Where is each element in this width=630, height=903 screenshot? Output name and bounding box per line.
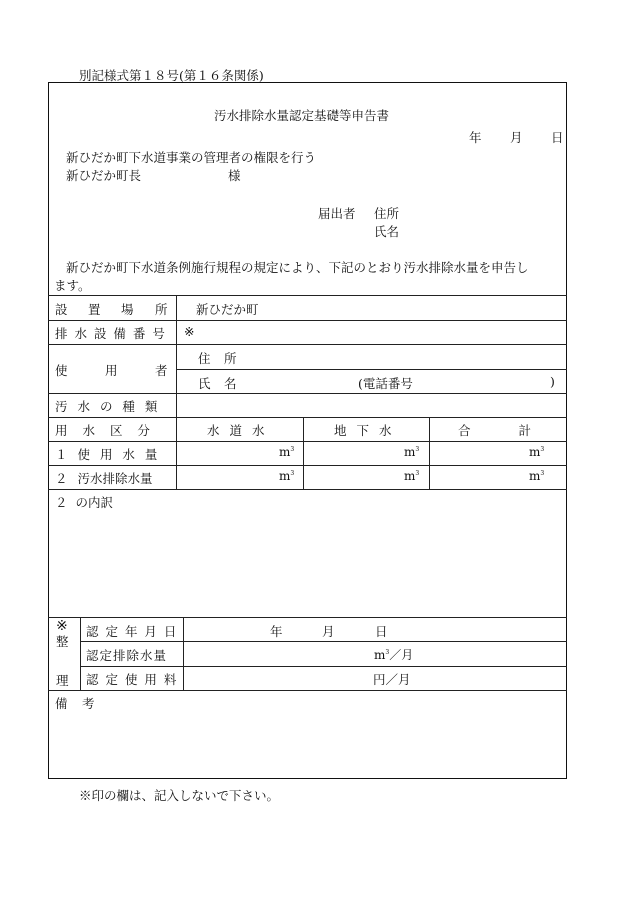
water-category-label: 用 水 区 分 xyxy=(55,423,150,438)
user-address-label-1: 住 xyxy=(198,351,211,366)
office-side-label-top: 整 xyxy=(56,634,69,649)
applicant-name-label: 氏名 xyxy=(374,224,400,239)
table-rule xyxy=(48,465,567,466)
equipment-number-label: 排 水 設 備 番 号 xyxy=(55,326,165,341)
table-rule xyxy=(48,690,567,691)
location-label-2: 置 xyxy=(88,302,101,317)
certified-date-day: 日 xyxy=(375,624,388,639)
col-tap-water: 水 道 水 xyxy=(207,423,265,438)
table-rule xyxy=(80,641,567,642)
date-year-label: 年 xyxy=(469,130,482,145)
table-rule xyxy=(48,320,567,321)
table-col-rule xyxy=(176,295,177,489)
table-rule xyxy=(48,617,567,618)
form-title: 汚水排除水量認定基礎等申告書 xyxy=(214,108,390,123)
statement-line2: ます。 xyxy=(54,278,91,293)
certified-date-label: 認 定 年 月 日 xyxy=(86,624,177,639)
user-name-label-2: 名 xyxy=(224,376,237,391)
table-rule xyxy=(48,417,567,418)
user-label-3: 者 xyxy=(155,363,168,378)
table-rule xyxy=(48,441,567,442)
discharge-volume-label: ２ 汚水排除水量 xyxy=(55,471,153,486)
date-month-label: 月 xyxy=(510,130,523,145)
location-label-1: 設 xyxy=(55,302,68,317)
usage-tap-unit: $m^3$ xyxy=(279,445,295,459)
breakdown-label: ２ の内訳 xyxy=(55,495,113,510)
col-total: 合 計 xyxy=(458,423,531,438)
certified-volume-unit: $m^3/$月 xyxy=(374,648,414,662)
table-col-rule xyxy=(80,617,81,690)
discharge-ground-unit: $m^3$ xyxy=(404,469,420,483)
form-number-label: 別記様式第１８号(第１６条関係) xyxy=(79,68,264,83)
addressee-honorific: 様 xyxy=(228,168,241,183)
discharge-tap-unit: $m^3$ xyxy=(279,469,295,483)
certified-volume-label: 認定排除水量 xyxy=(86,648,168,663)
table-rule xyxy=(48,489,567,490)
certified-fee-label: 認 定 使 用 料 xyxy=(86,672,177,687)
usage-ground-unit: $m^3$ xyxy=(404,445,420,459)
certified-fee-unit: 円／月 xyxy=(373,672,411,687)
discharge-total-unit: $m^3$ xyxy=(529,469,545,483)
equipment-number-value: ※ xyxy=(184,324,195,339)
usage-volume-label: １ 使 用 水 量 xyxy=(55,447,158,462)
user-address-label-2: 所 xyxy=(224,351,237,366)
table-rule xyxy=(80,666,567,667)
table-rule xyxy=(48,344,567,345)
user-label-1: 使 xyxy=(55,363,68,378)
date-day-label: 日 xyxy=(551,130,564,145)
applicant-address-label: 住所 xyxy=(374,206,400,221)
phone-label: (電話番号 xyxy=(358,376,413,391)
certified-date-month: 月 xyxy=(322,624,335,639)
addressee-line2: 新ひだか町長 xyxy=(66,168,142,183)
footnote: ※印の欄は、記入しないで下さい。 xyxy=(79,788,280,803)
office-side-label-bottom: 理 xyxy=(56,673,69,688)
user-label-2: 用 xyxy=(105,363,118,378)
col-groundwater: 地 下 水 xyxy=(334,423,392,438)
table-col-rule xyxy=(183,617,184,690)
statement-line1: 新ひだか町下水道条例施行規程の規定により、下記のとおり汚水排除水量を申告し xyxy=(66,260,529,275)
office-use-mark: ※ xyxy=(56,618,68,634)
applicant-label: 届出者 xyxy=(318,206,356,221)
phone-close-paren: ) xyxy=(550,374,555,389)
location-value: 新ひだか町 xyxy=(196,302,259,317)
table-col-rule xyxy=(429,417,430,489)
table-rule xyxy=(48,393,567,394)
remarks-label-1: 備 xyxy=(55,696,68,711)
certified-date-year: 年 xyxy=(270,624,283,639)
table-rule xyxy=(176,369,567,370)
sewage-type-label: 汚 水 の 種 類 xyxy=(55,399,158,414)
addressee-line1: 新ひだか町下水道事業の管理者の権限を行う xyxy=(66,150,317,165)
user-name-label-1: 氏 xyxy=(198,376,211,391)
table-rule xyxy=(48,295,567,296)
location-label-4: 所 xyxy=(155,302,168,317)
usage-total-unit: $m^3$ xyxy=(529,445,545,459)
table-col-rule xyxy=(303,417,304,489)
location-label-3: 場 xyxy=(121,302,134,317)
remarks-label-2: 考 xyxy=(82,696,95,711)
